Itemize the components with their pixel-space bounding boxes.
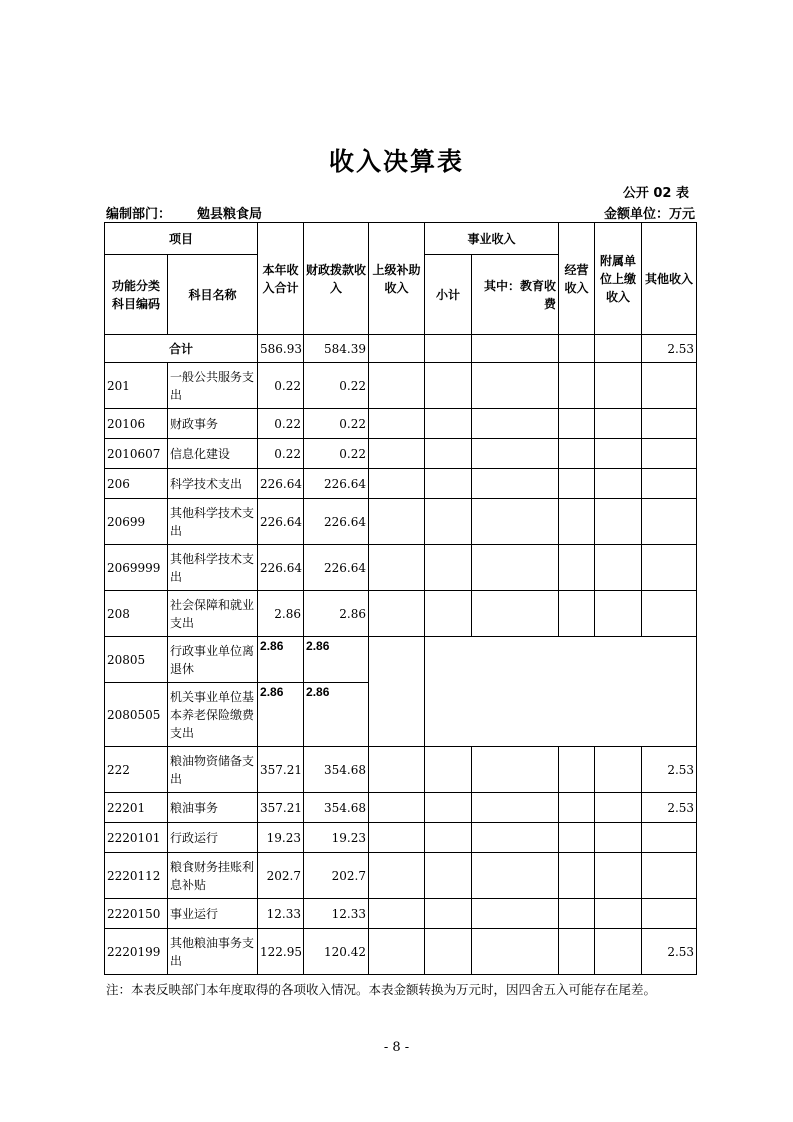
page-number: - 8 - bbox=[383, 1040, 410, 1055]
row-name: 粮油物资储备支出 bbox=[168, 747, 258, 793]
row-total: 0.22 bbox=[258, 363, 304, 409]
row-total: 357.21 bbox=[258, 747, 304, 793]
row-other bbox=[642, 363, 697, 409]
header-business: 事业收入 bbox=[425, 223, 559, 255]
row-other bbox=[642, 591, 697, 637]
row-code: 2220199 bbox=[105, 929, 168, 975]
row-code: 2010607 bbox=[105, 439, 168, 469]
header-superior: 上级补助收入 bbox=[369, 223, 425, 335]
row-code: 2220150 bbox=[105, 899, 168, 929]
table-row bbox=[105, 823, 697, 853]
table-row bbox=[105, 469, 697, 499]
table-row bbox=[105, 683, 697, 747]
row-code: 208 bbox=[105, 591, 168, 637]
row-total: 0.22 bbox=[258, 439, 304, 469]
row-other bbox=[642, 683, 697, 747]
row-total: 226.64 bbox=[258, 499, 304, 545]
row-code: 2220101 bbox=[105, 823, 168, 853]
row-total: 226.64 bbox=[258, 545, 304, 591]
row-fiscal: 354.68 bbox=[304, 793, 369, 823]
table-row bbox=[105, 793, 697, 823]
row-other bbox=[642, 899, 697, 929]
row-name: 行政事业单位离退休 bbox=[168, 637, 258, 683]
row-code: 201 bbox=[105, 363, 168, 409]
row-total: 19.23 bbox=[258, 823, 304, 853]
row-total: 357.21 bbox=[258, 793, 304, 823]
header-other: 其他收入 bbox=[642, 223, 697, 335]
row-other bbox=[642, 469, 697, 499]
header-func-code: 功能分类科目编码 bbox=[105, 255, 168, 335]
table-row bbox=[105, 899, 697, 929]
row-total: 2.86 bbox=[258, 637, 304, 683]
table-row bbox=[105, 363, 697, 409]
row-fiscal: 19.23 bbox=[304, 823, 369, 853]
row-code: 222 bbox=[105, 747, 168, 793]
row-name: 信息化建设 bbox=[168, 439, 258, 469]
table-row bbox=[105, 929, 697, 975]
total-annual: 586.93 bbox=[258, 335, 304, 363]
total-label: 合计 bbox=[105, 335, 258, 363]
row-name: 粮油事务 bbox=[168, 793, 258, 823]
row-name: 事业运行 bbox=[168, 899, 258, 929]
header-subtotal: 小计 bbox=[425, 255, 472, 335]
row-other bbox=[642, 409, 697, 439]
row-name: 其他科学技术支出 bbox=[168, 499, 258, 545]
department-name: 勉县粮食局 bbox=[197, 207, 263, 222]
header-annual-total: 本年收入合计 bbox=[258, 223, 304, 335]
row-total: 2.86 bbox=[258, 683, 304, 747]
amount-unit: 金额单位：万元 bbox=[603, 207, 695, 222]
department-label: 编制部门： bbox=[106, 207, 172, 222]
row-name: 其他科学技术支出 bbox=[168, 545, 258, 591]
row-other: 2.53 bbox=[642, 929, 697, 975]
header-fiscal: 财政拨款收入 bbox=[304, 223, 369, 335]
row-name: 科学技术支出 bbox=[168, 469, 258, 499]
row-code: 2069999 bbox=[105, 545, 168, 591]
table-row bbox=[105, 545, 697, 591]
header-project: 项目 bbox=[105, 223, 258, 255]
row-fiscal: 226.64 bbox=[304, 499, 369, 545]
row-fiscal: 354.68 bbox=[304, 747, 369, 793]
row-code: 22201 bbox=[105, 793, 168, 823]
table-row bbox=[105, 591, 697, 637]
row-fiscal: 2.86 bbox=[304, 683, 369, 747]
row-code: 2080505 bbox=[105, 683, 168, 747]
row-name: 其他粮油事务支出 bbox=[168, 929, 258, 975]
row-fiscal: 226.64 bbox=[304, 545, 369, 591]
header-subject-name: 科目名称 bbox=[168, 255, 258, 335]
row-fiscal: 202.7 bbox=[304, 853, 369, 899]
row-other bbox=[642, 823, 697, 853]
table-row bbox=[105, 853, 697, 899]
row-name: 社会保障和就业支出 bbox=[168, 591, 258, 637]
row-fiscal: 2.86 bbox=[304, 591, 369, 637]
row-code: 20106 bbox=[105, 409, 168, 439]
total-other: 2.53 bbox=[642, 335, 697, 363]
row-other: 2.53 bbox=[642, 747, 697, 793]
row-name: 财政事务 bbox=[168, 409, 258, 439]
row-fiscal: 120.42 bbox=[304, 929, 369, 975]
header-edu-fee: 其中：教育收费 bbox=[472, 255, 559, 335]
row-other bbox=[642, 439, 697, 469]
table-row bbox=[105, 409, 697, 439]
row-fiscal: 2.86 bbox=[304, 637, 369, 683]
table-row bbox=[105, 747, 697, 793]
row-total: 2.86 bbox=[258, 591, 304, 637]
table-row bbox=[105, 439, 697, 469]
row-total: 0.22 bbox=[258, 409, 304, 439]
row-code: 20699 bbox=[105, 499, 168, 545]
footnote: 注：本表反映部门本年度取得的各项收入情况。本表金额转换为万元时，因四舍五入可能存在尾差。 bbox=[106, 982, 657, 997]
page-title: 收入决算表 bbox=[328, 147, 464, 176]
total-fiscal: 584.39 bbox=[304, 335, 369, 363]
row-fiscal: 0.22 bbox=[304, 439, 369, 469]
row-other: 2.53 bbox=[642, 793, 697, 823]
row-name: 行政运行 bbox=[168, 823, 258, 853]
row-code: 2220112 bbox=[105, 853, 168, 899]
table-row bbox=[105, 637, 697, 683]
row-name: 机关事业单位基本养老保险缴费支出 bbox=[168, 683, 258, 747]
row-other bbox=[642, 545, 697, 591]
row-other bbox=[642, 637, 697, 683]
row-fiscal: 12.33 bbox=[304, 899, 369, 929]
row-name: 粮食财务挂账利息补贴 bbox=[168, 853, 258, 899]
row-fiscal: 226.64 bbox=[304, 469, 369, 499]
row-total: 122.95 bbox=[258, 929, 304, 975]
total-row bbox=[105, 335, 697, 363]
row-code: 20805 bbox=[105, 637, 168, 683]
form-number: 公开 02 表 bbox=[622, 186, 689, 201]
header-affiliated: 附属单位上缴收入 bbox=[595, 223, 642, 335]
header-operating: 经营收入 bbox=[559, 223, 595, 335]
row-code: 206 bbox=[105, 469, 168, 499]
row-fiscal: 0.22 bbox=[304, 363, 369, 409]
row-total: 226.64 bbox=[258, 469, 304, 499]
row-total: 202.7 bbox=[258, 853, 304, 899]
row-other bbox=[642, 853, 697, 899]
row-fiscal: 0.22 bbox=[304, 409, 369, 439]
income-table bbox=[104, 222, 697, 975]
row-other bbox=[642, 499, 697, 545]
department-line bbox=[106, 203, 262, 222]
row-name: 一般公共服务支出 bbox=[168, 363, 258, 409]
table-row bbox=[105, 499, 697, 545]
row-total: 12.33 bbox=[258, 899, 304, 929]
